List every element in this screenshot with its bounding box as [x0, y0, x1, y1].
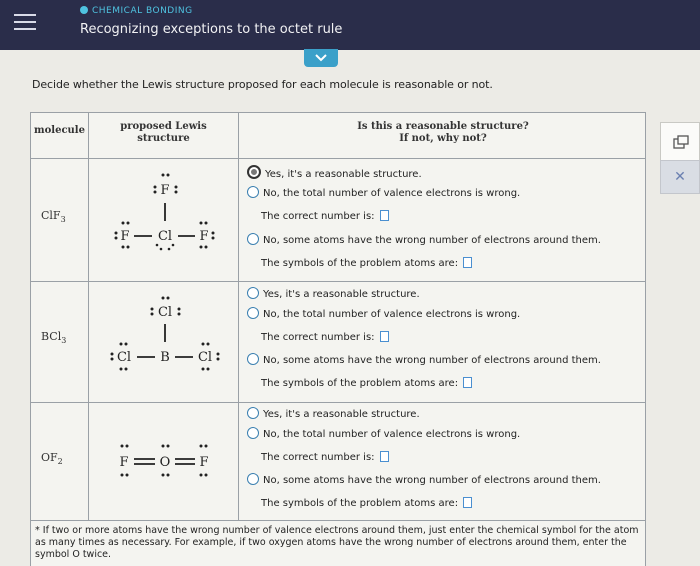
- page-title: Recognizing exceptions to the octet rule: [80, 22, 343, 37]
- correct-number-field: [261, 451, 389, 463]
- correct-number-input[interactable]: [380, 451, 389, 462]
- close-icon: ✕: [674, 169, 686, 185]
- option-no-atoms-label: No, some atoms have the wrong number of electrons around them.: [263, 235, 601, 246]
- answer-cell: [239, 159, 646, 281]
- atom-left: Cl: [116, 350, 132, 365]
- option-no-total-label: No, the total number of valence electrons is wrong.: [263, 429, 521, 440]
- atom-right: F: [199, 455, 209, 470]
- table-row-clf3: [31, 159, 646, 282]
- radio-no-total[interactable]: [247, 186, 259, 198]
- molecule-subscript: 3: [60, 215, 66, 225]
- header-lewis: [89, 113, 239, 159]
- lewis-structure-clf3: [89, 159, 239, 282]
- problem-atoms-input[interactable]: [463, 497, 472, 508]
- radio-yes[interactable]: [247, 407, 259, 419]
- option-no-atoms-label: No, some atoms have the wrong number of electrons around them.: [263, 355, 601, 366]
- atom-center: Cl: [157, 229, 173, 244]
- correct-number-field: [261, 210, 389, 222]
- problem-atoms-label: The symbols of the problem atoms are:: [261, 498, 459, 509]
- header-question-line1: Is this a reasonable structure?: [357, 121, 529, 132]
- header-molecule: [31, 113, 89, 159]
- option-no-atoms[interactable]: [247, 353, 601, 366]
- option-yes[interactable]: [247, 287, 420, 300]
- correct-number-input[interactable]: [380, 210, 389, 221]
- answer-cell: [239, 282, 646, 402]
- radio-yes-selected[interactable]: [247, 165, 261, 179]
- option-yes-label: Yes, it's a reasonable structure.: [263, 289, 420, 300]
- lewis-structure-of2: [89, 403, 239, 521]
- subject-label: [80, 6, 193, 16]
- header-molecule-label: molecule: [34, 125, 85, 136]
- lewis-structure-cell: [89, 282, 239, 402]
- lewis-structure-cell: [89, 403, 239, 520]
- molecule-formula: [41, 330, 66, 345]
- question-table: [30, 112, 646, 566]
- correct-number-label: The correct number is:: [261, 452, 375, 463]
- top-bar: [0, 0, 700, 50]
- header-question-line2: If not, why not?: [399, 133, 487, 144]
- molecule-formula: [41, 451, 63, 466]
- option-no-total[interactable]: [247, 427, 520, 440]
- problem-atoms-label: The symbols of the problem atoms are:: [261, 378, 459, 389]
- header-lewis-line1: proposed Lewis: [120, 121, 207, 132]
- option-no-atoms[interactable]: [247, 233, 601, 246]
- radio-no-atoms[interactable]: [247, 353, 259, 365]
- atom-left: F: [120, 229, 130, 244]
- radio-yes[interactable]: [247, 287, 259, 299]
- footnote: * If two or more atoms have the wrong number of valence electrons around them, just enter the chemical symbol for the atom as many times as necessary. For example, if two oxygen atoms have the wrong number of electrons around them, enter the symbol O twice.: [35, 525, 639, 560]
- atom-top: Cl: [157, 305, 173, 320]
- molecule-symbol: ClF: [41, 209, 61, 222]
- atom-right: Cl: [197, 350, 213, 365]
- atom-top: F: [160, 183, 170, 198]
- radio-no-atoms[interactable]: [247, 233, 259, 245]
- lewis-structure-cell: [89, 159, 239, 281]
- option-no-atoms[interactable]: [247, 473, 601, 486]
- table-row-of2: [31, 403, 646, 521]
- subject-text: CHEMICAL BONDING: [92, 6, 193, 16]
- radio-no-total[interactable]: [247, 307, 259, 319]
- correct-number-field: [261, 331, 389, 343]
- option-no-total[interactable]: [247, 307, 520, 320]
- problem-atoms-label: The symbols of the problem atoms are:: [261, 258, 459, 269]
- problem-atoms-field: [261, 497, 472, 509]
- molecule-formula: [41, 209, 66, 224]
- molecule-cell: [31, 159, 89, 281]
- atom-center: B: [160, 350, 170, 365]
- molecule-symbol: OF: [41, 451, 58, 464]
- molecule-subscript: 3: [61, 336, 67, 346]
- option-yes-label: Yes, it's a reasonable structure.: [263, 409, 420, 420]
- menu-icon[interactable]: [14, 14, 36, 32]
- option-no-total-label: No, the total number of valence electrons is wrong.: [263, 309, 521, 320]
- radio-no-atoms[interactable]: [247, 473, 259, 485]
- header-question: [239, 113, 646, 159]
- option-yes[interactable]: [247, 165, 422, 180]
- option-no-total[interactable]: [247, 186, 520, 199]
- option-yes-label: Yes, it's a reasonable structure.: [265, 169, 422, 180]
- header-lewis-line2: structure: [137, 133, 190, 144]
- problem-atoms-input[interactable]: [463, 377, 472, 388]
- atom-center: O: [159, 455, 171, 470]
- option-no-atoms-label: No, some atoms have the wrong number of electrons around them.: [263, 475, 601, 486]
- molecule-cell: [31, 403, 89, 520]
- molecule-cell: [31, 282, 89, 402]
- resize-icon[interactable]: [673, 135, 689, 149]
- molecule-subscript: 2: [57, 457, 63, 467]
- option-no-total-label: No, the total number of valence electrons is wrong.: [263, 188, 521, 199]
- molecule-symbol: BCl: [41, 330, 62, 343]
- atom-left: F: [119, 455, 129, 470]
- close-button[interactable]: [660, 160, 700, 194]
- lewis-structure-bcl3: [89, 282, 239, 403]
- radio-no-total[interactable]: [247, 427, 259, 439]
- collapse-button[interactable]: [304, 49, 338, 67]
- option-yes[interactable]: [247, 407, 420, 420]
- chevron-down-icon: [315, 53, 327, 63]
- table-row-bcl3: [31, 282, 646, 403]
- atom-right: F: [199, 229, 209, 244]
- correct-number-label: The correct number is:: [261, 332, 375, 343]
- problem-atoms-field: [261, 257, 472, 269]
- problem-atoms-field: [261, 377, 472, 389]
- answer-cell: [239, 403, 646, 520]
- subject-dot-icon: [80, 6, 88, 14]
- instruction-text: Decide whether the Lewis structure proposed for each molecule is reasonable or not.: [32, 78, 493, 91]
- correct-number-input[interactable]: [380, 331, 389, 342]
- correct-number-label: The correct number is:: [261, 211, 375, 222]
- problem-atoms-input[interactable]: [463, 257, 472, 268]
